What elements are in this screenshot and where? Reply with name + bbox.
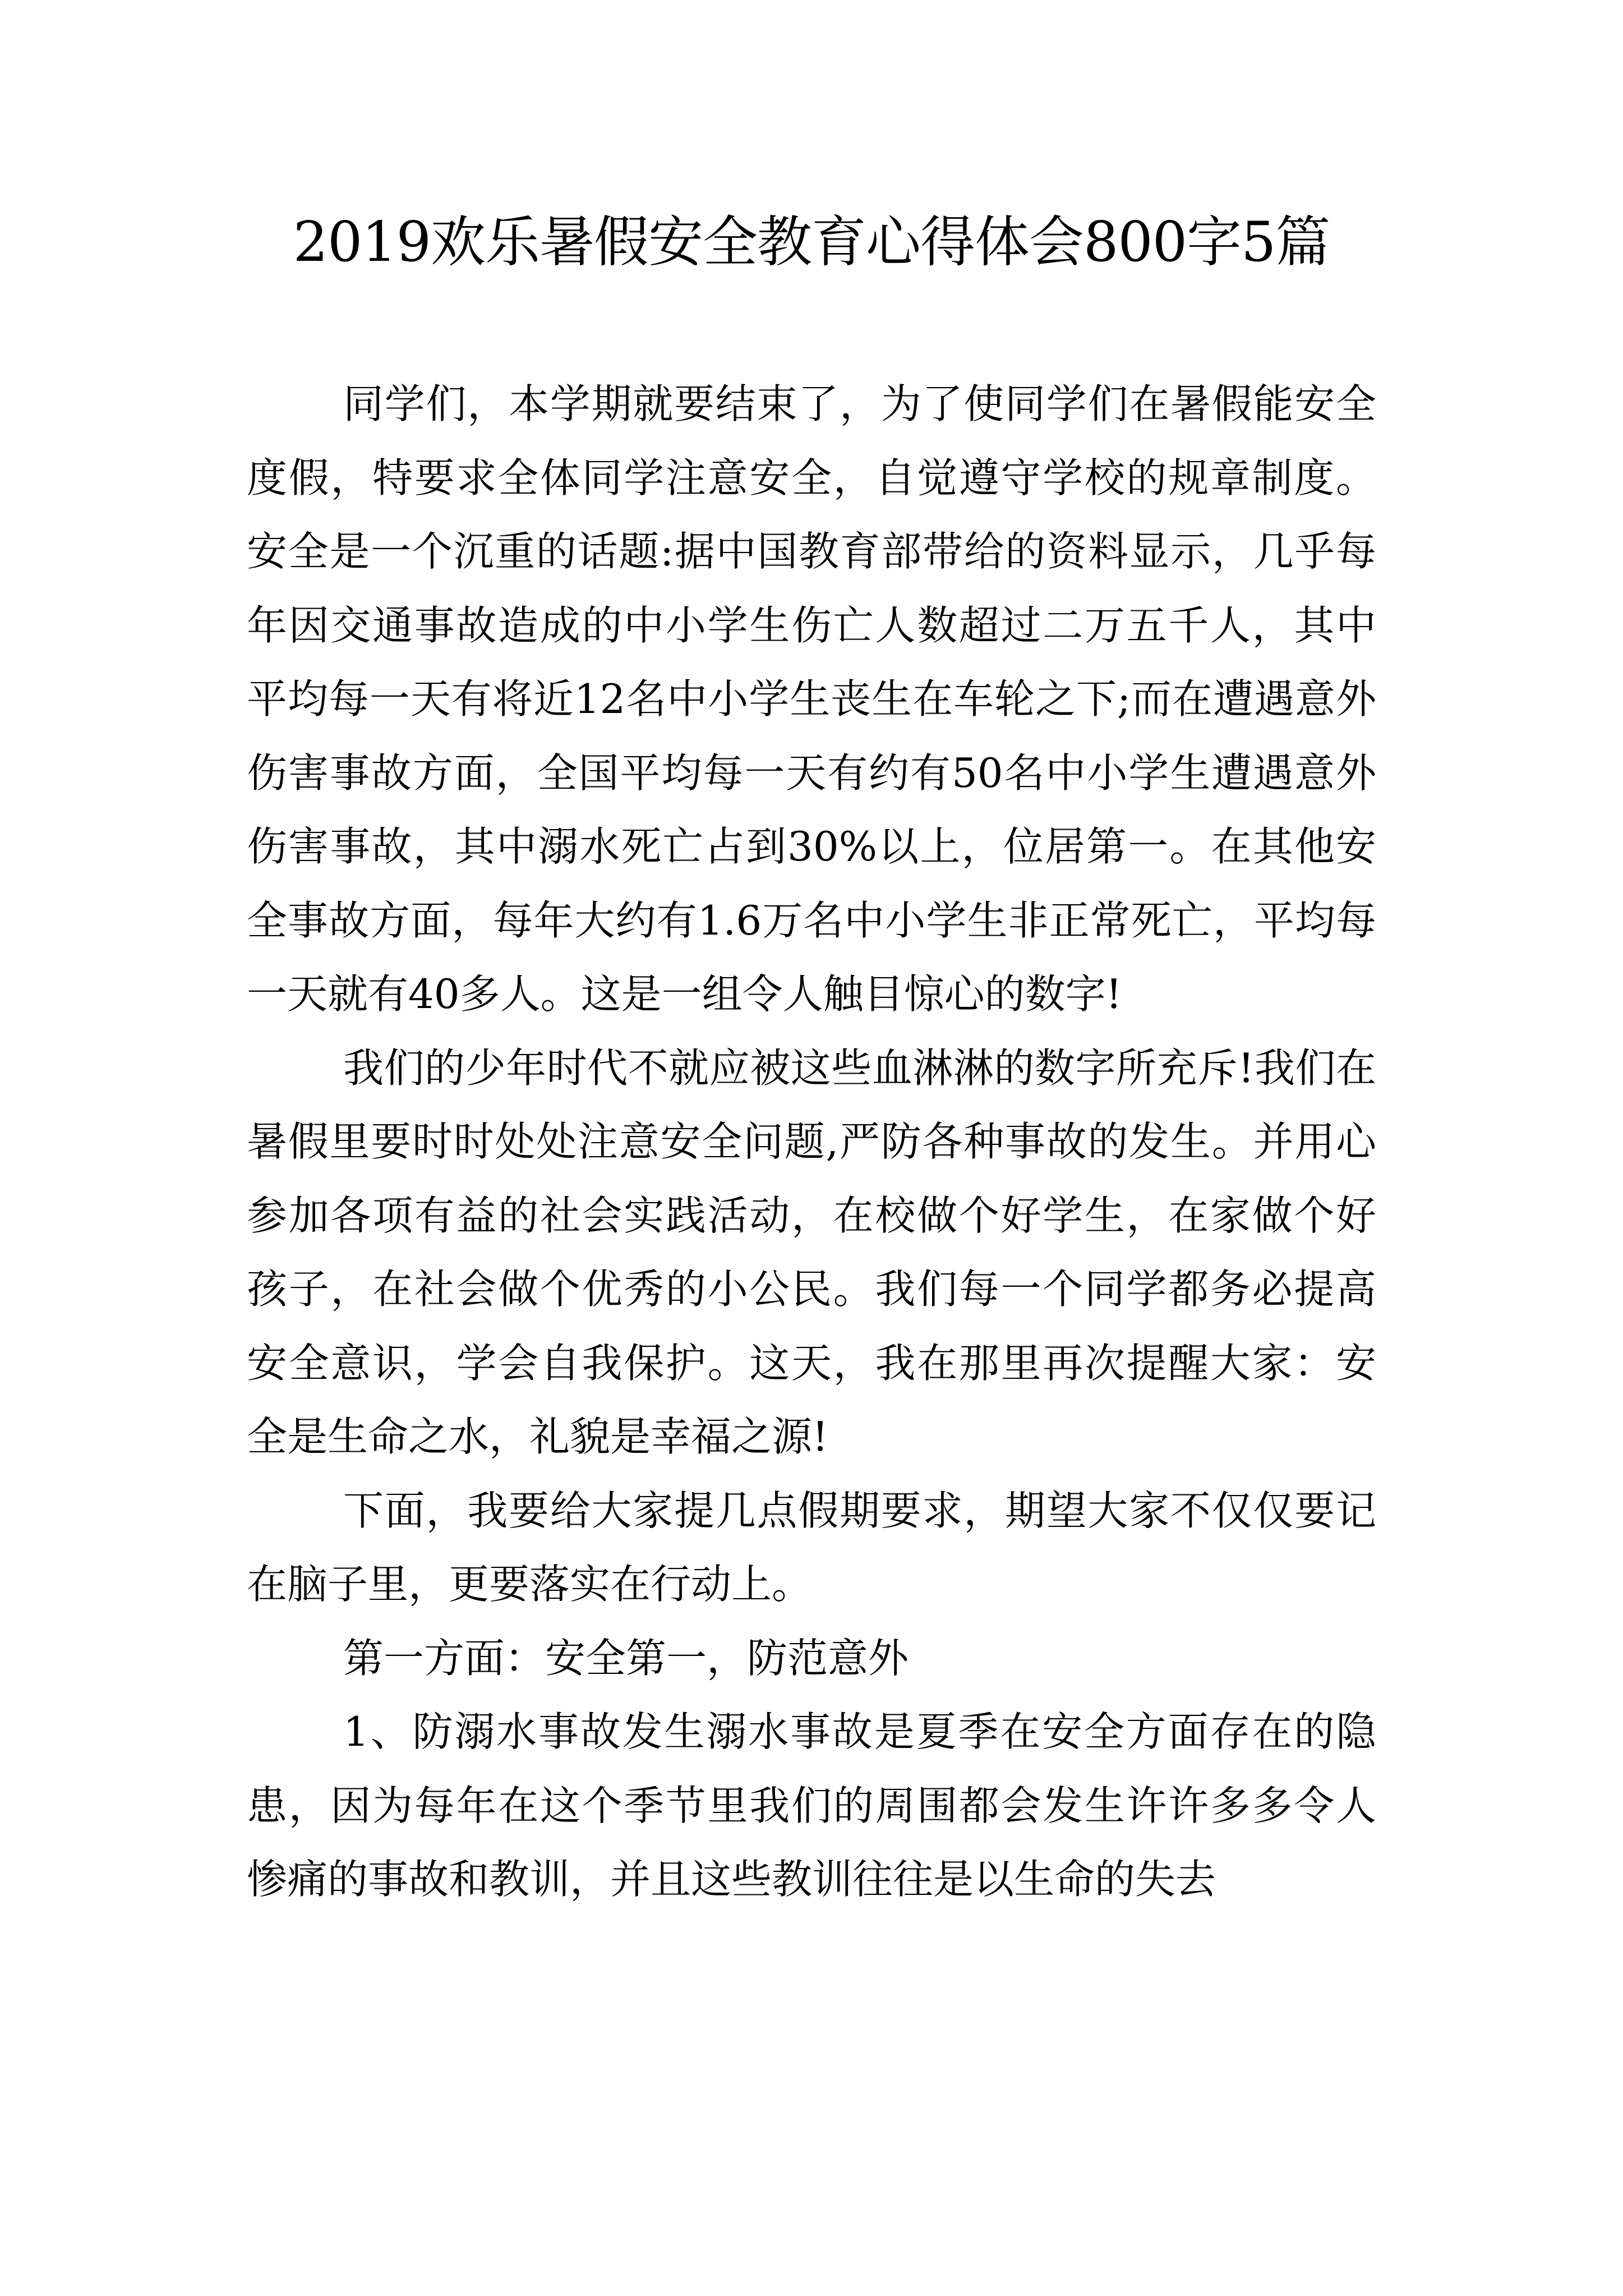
paragraph-summer-safety-call: 我们的少年时代不就应被这些血淋淋的数字所充斥!我们在暑假里要时时处处注意安全问题,严防各种事故的发生。并用心参加各项有益的社会实践活动，在校做个好学生，在家做个好孩子，在社会做个优秀的小公民。我们每一个同学都务必提高安全意识，学会自我保护。这天，我在那里再次提醒大家：安全是生命之水，礼貌是幸福之源! xyxy=(247,1044,1376,1460)
paragraph-holiday-requirements: 下面，我要给大家提几点假期要求，期望大家不仅仅要记在脑子里，更要落实在行动上。 xyxy=(247,1487,1376,1608)
section-heading-safety-first: 第一方面：安全第一，防范意外 xyxy=(343,1634,909,1682)
document-title: 2019欢乐暑假安全教育心得体会800字5篇 xyxy=(293,210,1330,274)
paragraph-drowning-prevention: 1、防溺水事故发生溺水事故是夏季在安全方面存在的隐患，因为每年在这个季节里我们的周围都会发生许许多多令人惨痛的事故和教训，并且这些教训往往是以生命的失去 xyxy=(247,1708,1376,1903)
paragraph-safety-statistics: 同学们，本学期就要结束了，为了使同学们在暑假能安全度假，特要求全体同学注意安全，自觉遵守学校的规章制度。安全是一个沉重的话题:据中国教育部带给的资料显示，几乎每年因交通事故造成的中小学生伤亡人数超过二万五千人，其中平均每一天有将近12名中小学生丧生在车轮之下;而在遭遇意外伤害事故方面，全国平均每一天有约有50名中小学生遭遇意外伤害事故，其中溺水死亡占到30%以上，位居第一。在其他安全事故方面，每年大约有1.6万名中小学生非正常死亡，平均每一天就有40多人。这是一组令人触目惊心的数字! xyxy=(247,380,1376,1018)
document-body xyxy=(247,367,1376,1917)
